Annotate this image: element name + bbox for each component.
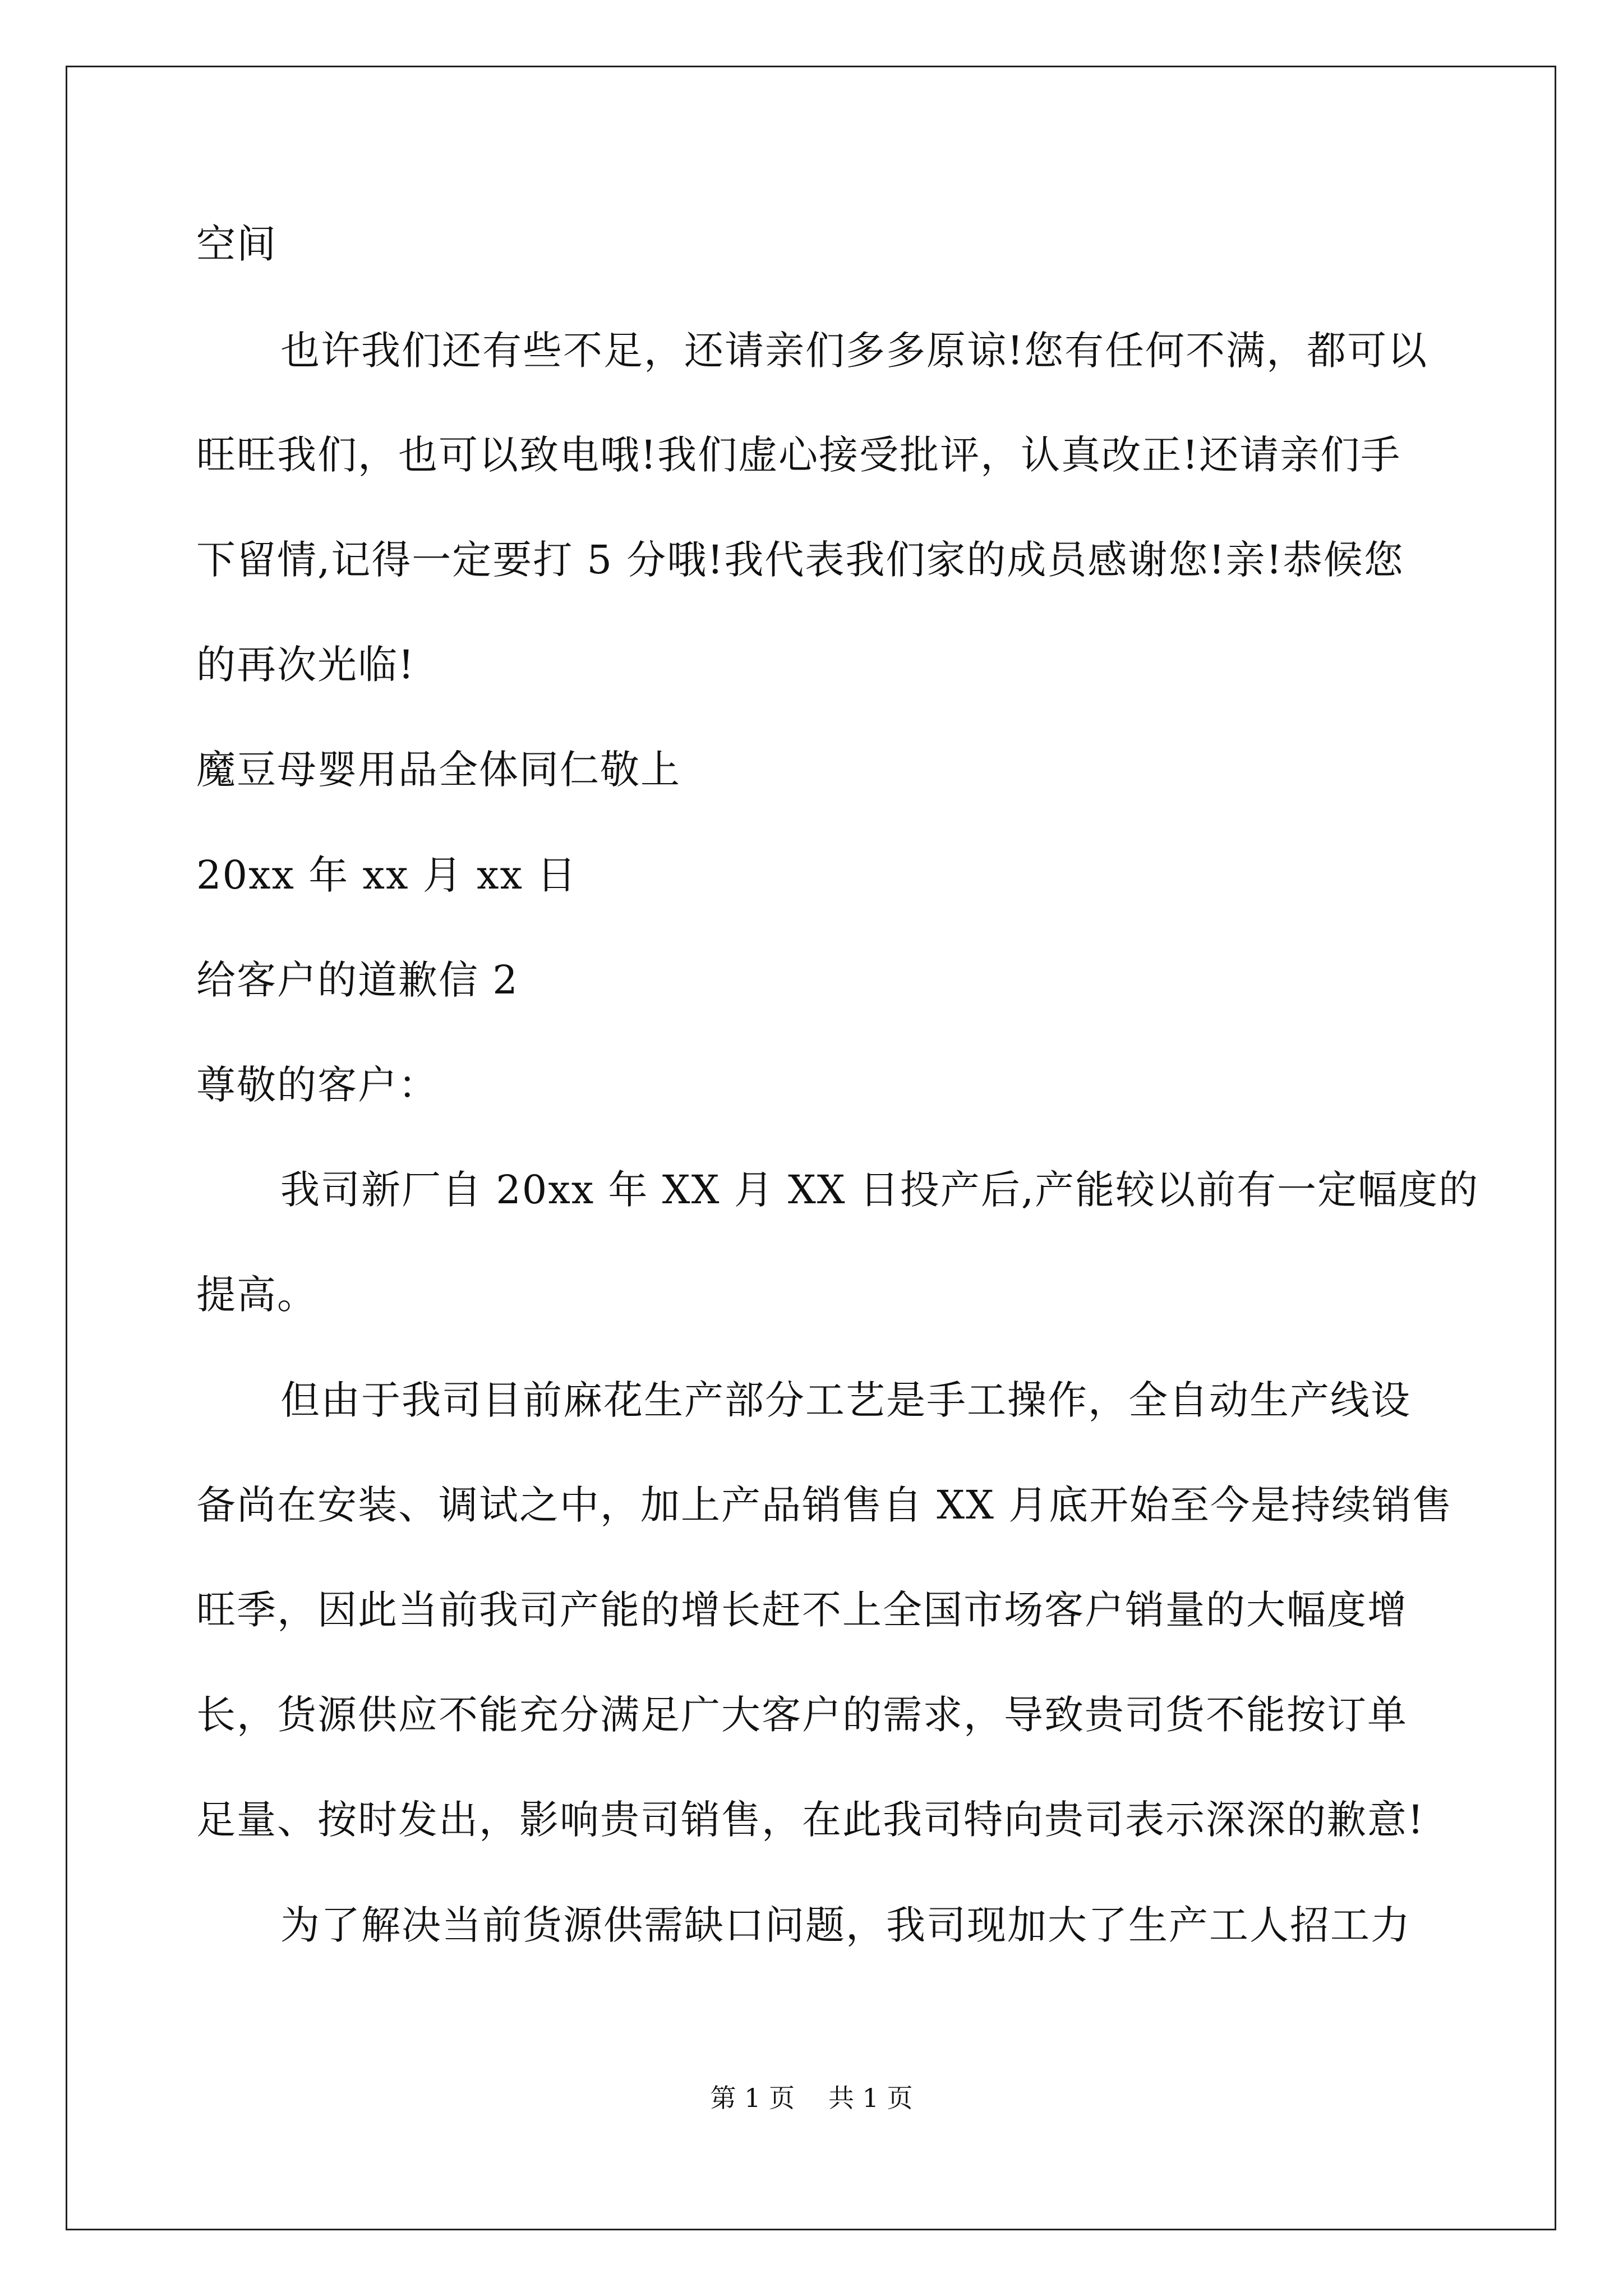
text-line: 足量、按时发出，影响贵司销售，在此我司特向贵司表示深深的歉意!	[196, 1797, 1425, 1843]
text-line: 我司新厂自 20xx 年 XX 月 XX 日投产后,产能较以前有一定幅度的	[280, 1167, 1479, 1213]
text-line: 给客户的道歉信 2	[196, 957, 519, 1003]
text-line: 尊敬的客户：	[196, 1062, 439, 1108]
page-number: 第 1 页	[710, 2083, 795, 2113]
text-line: 也许我们还有些不足，还请亲们多多原谅!您有任何不满，都可以	[280, 328, 1428, 374]
text-line: 但由于我司目前麻花生产部分工艺是手工操作，全自动生产线设	[280, 1377, 1411, 1423]
text-line: 的再次光临!	[196, 642, 416, 688]
text-line: 备尚在安装、调试之中，加上产品销售自 XX 月底开始至今是持续销售	[196, 1482, 1453, 1528]
page-total: 共 1 页	[828, 2083, 913, 2113]
text-line: 旺季，因此当前我司产能的增长赶不上全国市场客户销量的大幅度增	[196, 1587, 1408, 1633]
text-line: 空间	[196, 221, 277, 267]
text-line: 为了解决当前货源供需缺口问题，我司现加大了生产工人招工力	[280, 1902, 1411, 1948]
text-line: 旺旺我们，也可以致电哦!我们虚心接受批评，认真改正!还请亲们手	[196, 432, 1401, 478]
text-line: 魔豆母婴用品全体同仁敬上	[196, 747, 681, 793]
text-line: 提高。	[196, 1272, 317, 1318]
page-footer	[0, 2081, 1623, 2115]
text-line: 下留情,记得一定要打 5 分哦!我代表我们家的成员感谢您!亲!恭候您	[196, 537, 1404, 583]
text-line: 长，货源供应不能充分满足广大客户的需求，导致贵司货不能按订单	[196, 1692, 1408, 1738]
text-line: 20xx 年 xx 月 xx 日	[196, 852, 578, 898]
